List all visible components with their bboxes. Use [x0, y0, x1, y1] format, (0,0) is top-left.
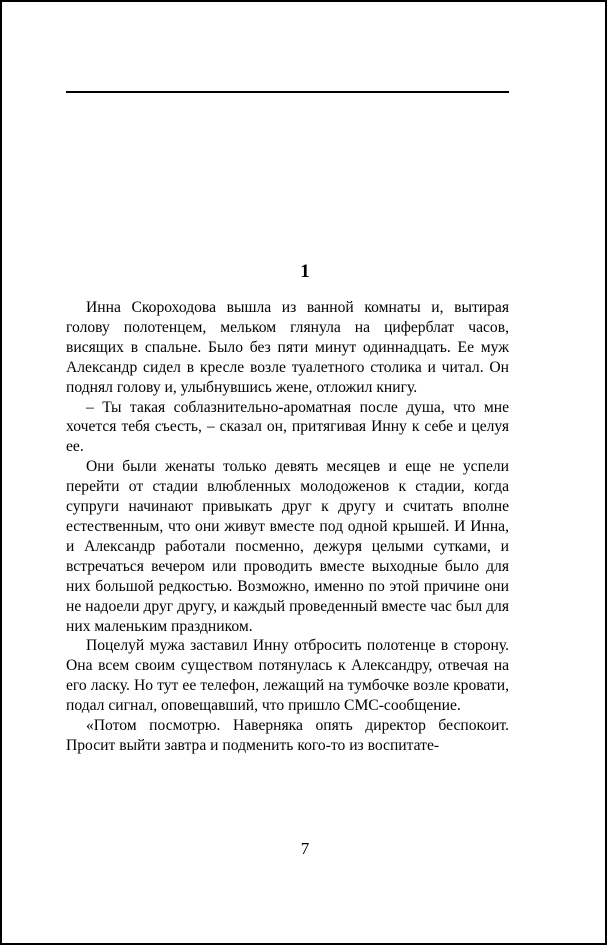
header-rule [66, 91, 509, 93]
paragraph: Инна Скороходова вышла из ванной комнаты и, вытирая голову полотенцем, мельком глянула на циферблат часов, висящих в спальне. Было без пяти минут одиннадцать. Ее муж Александр сидел в кресле возле туалетного столика и читал. Он поднял голову и, улыбнувшись жене, отложил книгу. [66, 299, 509, 396]
paragraph: Они были женаты только девять месяцев и еще не успели перейти от стадии влюбленных молодоженов к стадии, когда супруги начинают привыкать друг к другу и считать вполне естественным, что они живут вместе под одной крышей. И Инна, и Александр работали посменно, дежуря целыми сутками, и встречаться вечером или проводить вместе выходные было для них большой редкостью. Возможно, именно по этой причине они не надоели друг другу, и каждый проведенный вместе час был для них маленьким праздником. [66, 458, 509, 635]
paragraph: Поцелуй мужа заставил Инну отбросить полотенце в сторону. Она всем своим существом потянулась к Александру, отвечая на его ласку. Но тут ее телефон, лежащий на тумбочке возле кровати, подал сигнал, оповещавший, что пришло СМС-сообщение. [66, 637, 509, 715]
paragraph: «Потом посмотрю. Наверняка опять директор беспокоит. Просит выйти завтра и подменить кого-то из воспитате- [66, 717, 509, 754]
chapter-number: 1 [300, 261, 310, 282]
chapter-body [66, 298, 509, 756]
page-number: 7 [300, 839, 310, 858]
paragraph: – Ты такая соблазнительно-ароматная после душа, что мне хочется тебя съесть, – сказал он, притягивая Инну к себе и целуя ее. [66, 398, 509, 456]
